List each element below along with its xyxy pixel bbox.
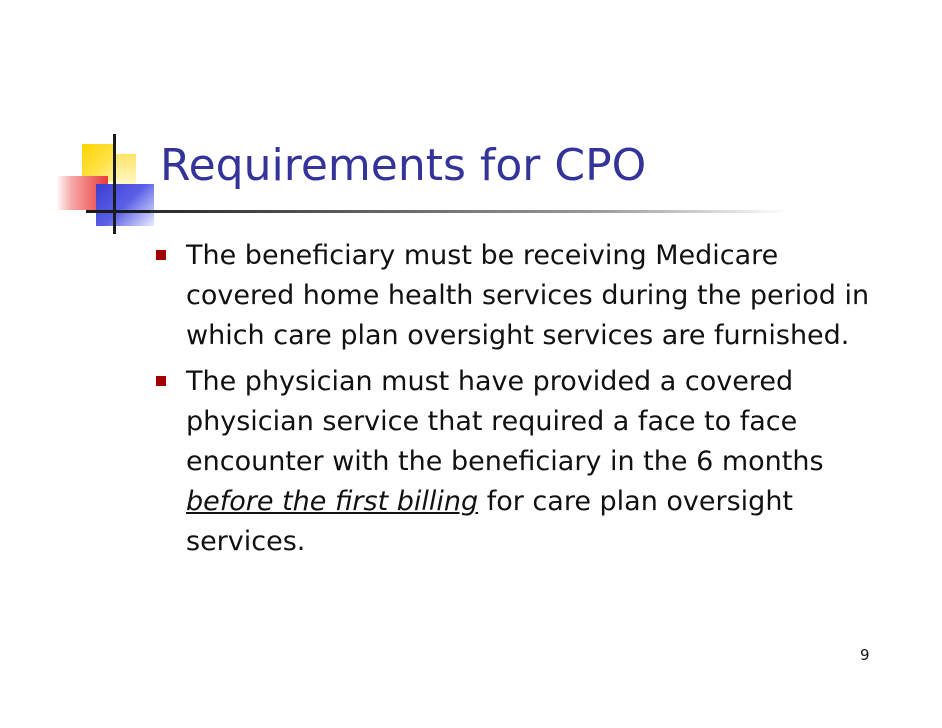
yellow-square-small xyxy=(116,154,136,184)
page-number: 9 xyxy=(860,646,870,664)
blue-square xyxy=(96,184,154,226)
bullet-text-after: for care plan oversight services. xyxy=(186,486,794,557)
bullet-emphasis: before the first billing xyxy=(186,486,479,517)
bullet-item-2 xyxy=(150,362,870,562)
vertical-line xyxy=(113,134,116,234)
horizontal-line xyxy=(86,210,156,213)
overlapping-squares-logo-icon xyxy=(0,0,180,240)
title-underline-rule xyxy=(150,210,790,213)
square-bullet-icon xyxy=(156,376,166,386)
bullet-text-before: The physician must have provided a covered physician service that required a face to face encounter with the beneficiary in the 6 months xyxy=(186,366,824,477)
bullet-text: The beneficiary must be receiving Medicare covered home health services during the period in which care plan oversight services are furnished. xyxy=(186,240,870,351)
square-bullet-icon xyxy=(156,250,166,260)
bullet-list xyxy=(150,236,870,568)
slide-title: Requirements for CPO xyxy=(160,140,647,191)
bullet-item-1 xyxy=(150,236,870,356)
